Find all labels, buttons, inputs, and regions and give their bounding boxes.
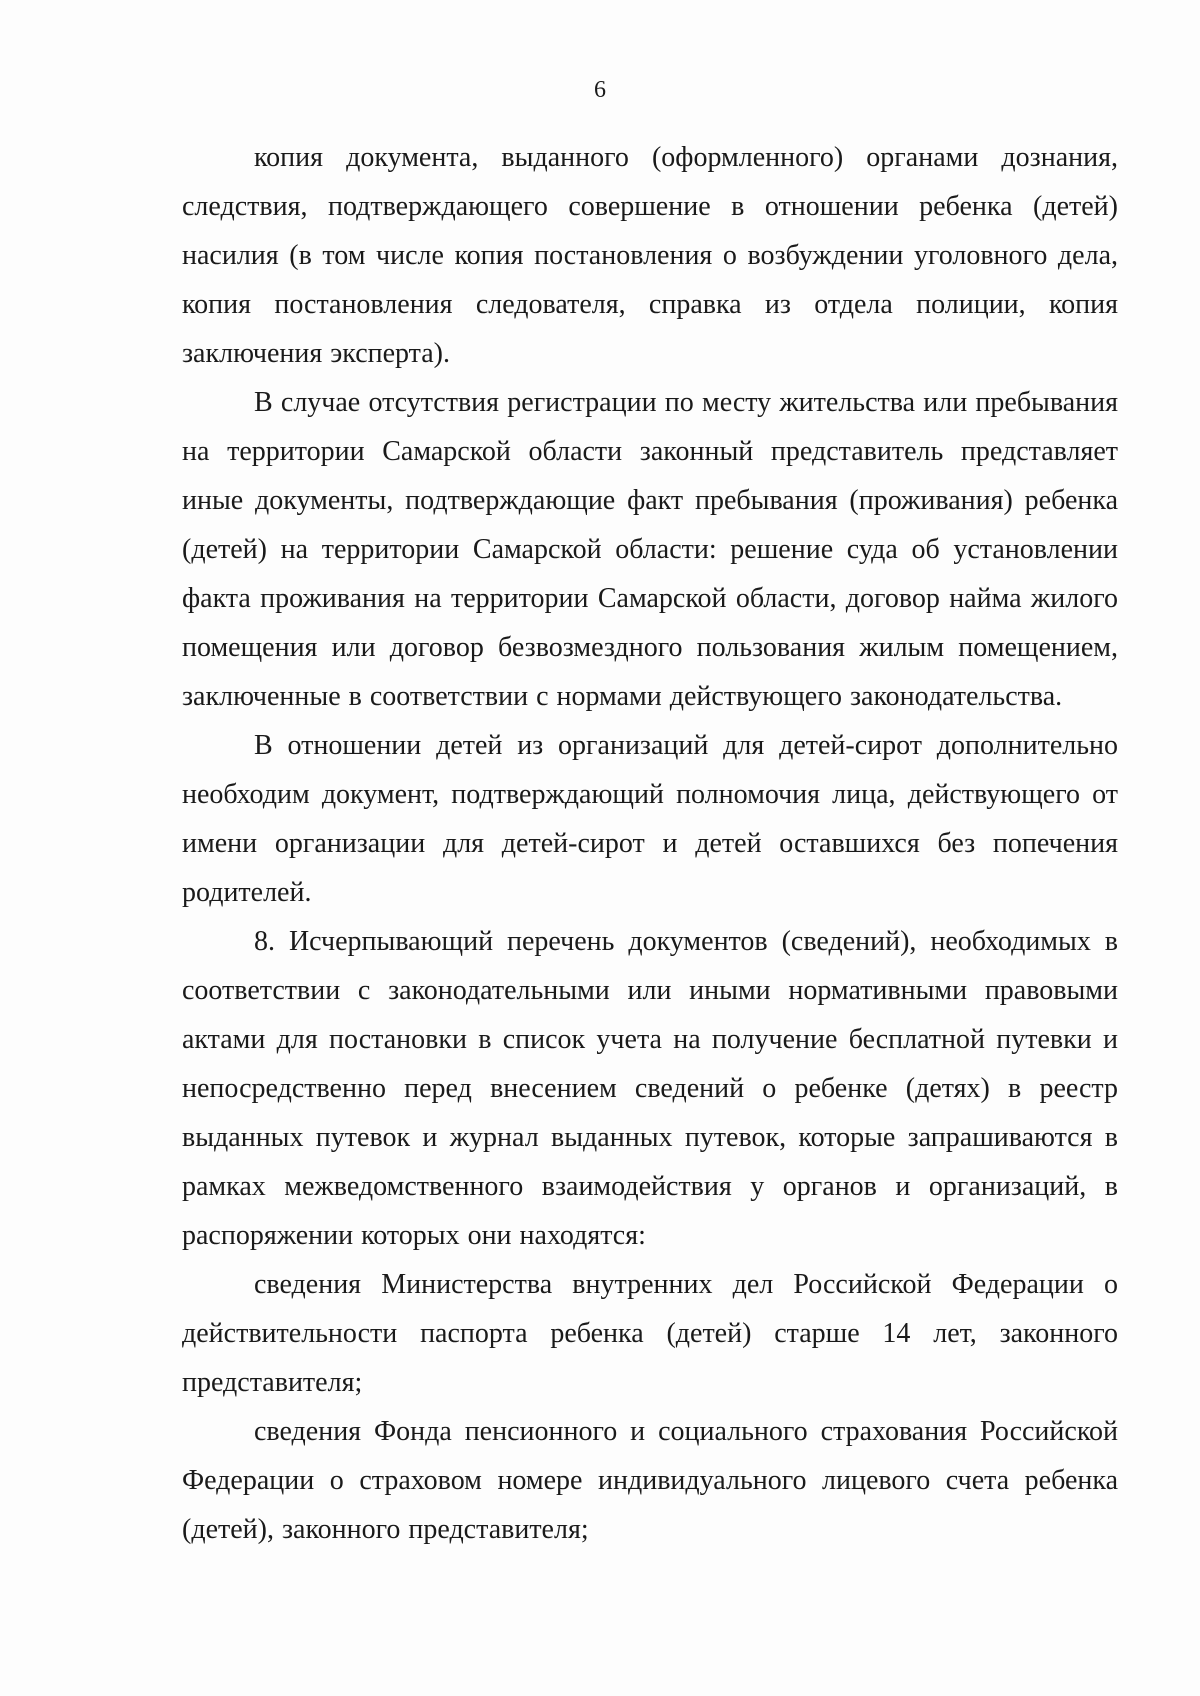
paragraph-item-8: 8. Исчерпывающий перечень документов (сведений), необходимых в соответствии с законодательными или иными нормативными правовыми актами для постановки в список учета на получение бесплатной путевки и непосредственно перед внесением сведений о ребенке (детях) в реестр выданных путевок и журнал выданных путевок, которые запрашиваются в рамках межведомственного взаимодействия у органов и организаций, в распоряжении которых они находятся:: [182, 926, 1118, 1251]
paragraph-no-registration: В случае отсутствия регистрации по месту жительства или пребывания на территории Самарской области законный представитель представляет иные документы, подтверждающие факт пребывания (проживания) ребенка (детей) на территории Самарской области: решение суда об установлении факта проживания на территории Самарской области, договор найма жилого помещения или договор безвозмездного пользования жилым помещением, заключенные в соответствии с нормами действующего законодательства.: [182, 387, 1118, 712]
paragraph-pension-fund-info: сведения Фонда пенсионного и социального страхования Российской Федерации о страховом номере индивидуального лицевого счета ребенка (детей), законного представителя;: [182, 1416, 1118, 1545]
page-number: 6: [594, 77, 606, 103]
paragraph-mvd-info: сведения Министерства внутренних дел Российской Федерации о действительности паспорта ребенка (детей) старше 14 лет, законного представителя;: [182, 1269, 1118, 1398]
document-body: [182, 133, 1118, 1554]
paragraph-violence-document: копия документа, выданного (оформленного) органами дознания, следствия, подтверждающего совершение в отношении ребенка (детей) насилия (в том числе копия постановления о возбуждении уголовного дела, копия постановления следователя, справка из отдела полиции, копия заключения эксперта).: [182, 142, 1118, 369]
paragraph-orphan-organizations: В отношении детей из организаций для детей-сирот дополнительно необходим документ, подтверждающий полномочия лица, действующего от имени организации для детей-сирот и детей оставшихся без попечения родителей.: [182, 730, 1118, 908]
